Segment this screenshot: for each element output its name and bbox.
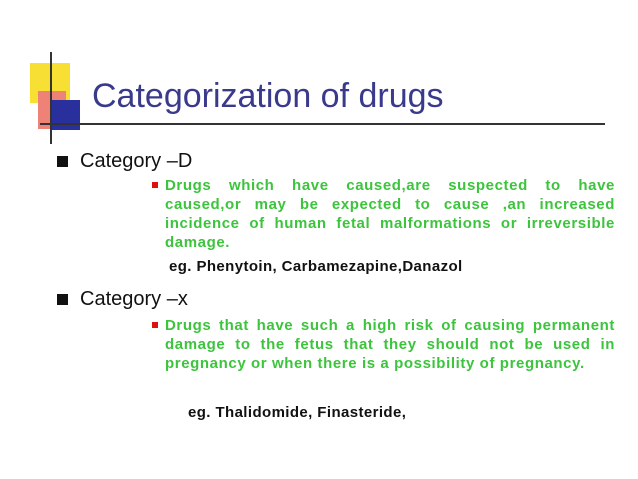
category-d-description: Drugs which have caused,are suspected to have caused,or may be expected to cause ,an increased incidence of human fetal malformations or irreversible damage. — [165, 177, 615, 251]
square-bullet-icon — [57, 294, 68, 305]
category-x-example: eg. Thalidomide, Finasteride, — [188, 404, 407, 421]
square-bullet-icon — [152, 322, 158, 328]
square-bullet-icon — [57, 156, 68, 167]
category-x-description: Drugs that have such a high risk of causing permanent damage to the fetus that they should not be used in pregnancy or when there is a possibility of pregnancy. — [165, 317, 615, 372]
decor-vertical-line — [50, 52, 52, 144]
decor-blue-square — [52, 100, 80, 130]
title-underline — [40, 123, 605, 125]
slide-title: Categorization of drugs — [92, 77, 444, 115]
category-d-example: eg. Phenytoin, Carbamezapine,Danazol — [169, 258, 463, 275]
category-d-label: Category –D — [80, 150, 193, 172]
square-bullet-icon — [152, 182, 158, 188]
category-x-label: Category –x — [80, 288, 188, 310]
